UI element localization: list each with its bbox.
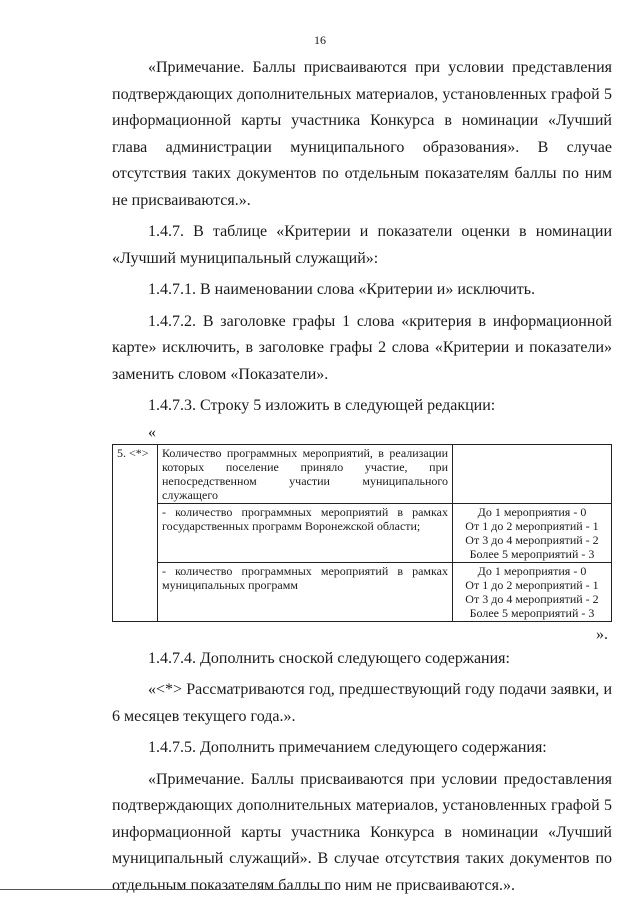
score-line: От 1 до 2 мероприятий - 1 xyxy=(465,577,599,592)
opening-quote: « xyxy=(148,423,156,441)
paragraph-1-4-7: 1.4.7. В таблице «Критерии и показатели оценки в номинации «Лучший муниципальный служащий»: xyxy=(112,223,612,267)
paragraph-1-4-7-5: 1.4.7.5. Дополнить примечанием следующего содержания: xyxy=(148,739,547,756)
score-line: До 1 мероприятия - 0 xyxy=(477,563,587,578)
closing-quote: ». xyxy=(596,625,608,643)
paragraph-1-4-7-3: 1.4.7.3. Строку 5 изложить в следующей редакции: xyxy=(148,397,496,414)
row-number-cell: 5. <*> xyxy=(113,444,158,621)
footnote-paragraph: «<*> Рассматриваются год, предшествующий году подачи заявки, и 6 месяцев текущего года.». xyxy=(112,681,612,725)
score-cell xyxy=(453,562,612,621)
criteria-table xyxy=(112,444,612,622)
paragraph-1-4-7-1: 1.4.7.1. В наименовании слова «Критерии и» исключить. xyxy=(148,281,536,298)
score-cell xyxy=(453,503,612,562)
score-line: От 1 до 2 мероприятий - 1 xyxy=(465,518,599,533)
note-paragraph-2: «Примечание. Баллы присваиваются при условии предоставления подтверждающих дополнительных материалов, установленных графой 5 информационной карты участника Конкурса в номинации «Лучший муниципальный служащий». В случае отсутствия таких документов по отдельным показателям баллы по ним не присваиваются.». xyxy=(112,770,612,894)
table-row xyxy=(113,562,612,621)
score-line: От 3 до 4 мероприятий - 2 xyxy=(465,591,599,606)
page-number: 16 xyxy=(314,33,326,47)
score-line: Более 5 мероприятий - 3 xyxy=(469,546,595,561)
document-body xyxy=(112,55,612,904)
score-line: Более 5 мероприятий - 3 xyxy=(469,605,595,620)
score-line: От 3 до 4 мероприятий - 2 xyxy=(465,532,599,547)
table-row xyxy=(113,503,612,562)
indicator-header-cell: Количество программных мероприятий, в реализации которых поселение приняло участие, при непосредственном участии муниципального служащего xyxy=(158,444,453,503)
indicator-cell: - количество программных мероприятий в рамках государственных программ Воронежской области; xyxy=(158,503,453,562)
note-paragraph-1: «Примечание. Баллы присваиваются при условии представления подтверждающих дополнительных материалов, установленных графой 5 информационной карты участника Конкурса в номинации «Лучший глава администрации муниципального образования». В случае отсутствия таких документов по отдельным показателям баллы по ним не присваиваются.». xyxy=(112,59,612,209)
empty-score-cell xyxy=(453,444,612,503)
paragraph-1-4-7-2: 1.4.7.2. В заголовке графы 1 слова «критерия в информационной карте» исключить, в заголовке графы 2 слова «Критерии и показатели» заменить словом «Показатели». xyxy=(112,312,612,383)
paragraph-1-4-7-4: 1.4.7.4. Дополнить сноской следующего содержания: xyxy=(148,649,510,667)
table-row xyxy=(113,444,612,503)
score-line: До 1 мероприятия - 0 xyxy=(477,504,587,519)
footer-rule xyxy=(0,889,330,890)
indicator-cell: - количество программных мероприятий в рамках муниципальных программ xyxy=(158,562,453,621)
